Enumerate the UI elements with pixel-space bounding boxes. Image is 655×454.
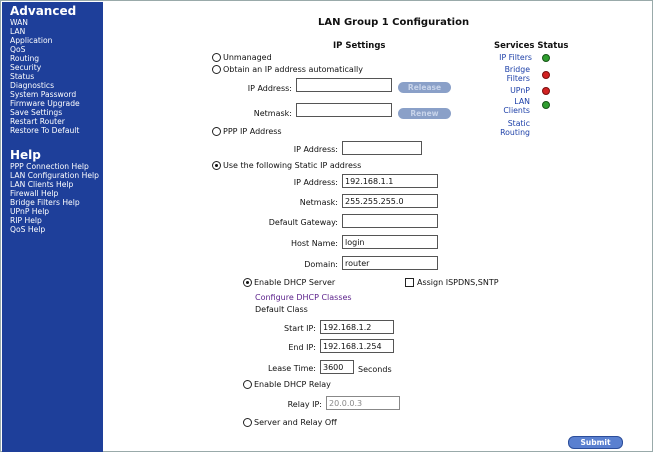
lease-time-input[interactable] xyxy=(320,360,354,374)
ip-settings-heading: IP Settings xyxy=(333,41,386,51)
relay-ip-label: Relay IP: xyxy=(287,400,322,409)
ip-filters-status-icon xyxy=(542,54,550,62)
auto-netmask-label: Netmask: xyxy=(253,109,292,118)
sidebar-item-wan[interactable]: WAN xyxy=(10,18,28,27)
sidebar-item-ppp-help[interactable]: PPP Connection Help xyxy=(10,162,89,171)
sidebar-item-rip-help[interactable]: RIP Help xyxy=(10,216,42,225)
host-name-input[interactable] xyxy=(342,235,438,249)
enable-dhcp-server-radio[interactable] xyxy=(243,278,252,287)
seconds-label: Seconds xyxy=(358,365,392,374)
sidebar-item-system-password[interactable]: System Password xyxy=(10,90,77,99)
configure-dhcp-classes-link[interactable]: Configure DHCP Classes xyxy=(255,293,352,302)
end-ip-label: End IP: xyxy=(288,343,316,352)
ppp-ip-label: PPP IP Address xyxy=(223,127,282,136)
obtain-auto-radio[interactable] xyxy=(212,65,221,74)
end-ip-input[interactable] xyxy=(320,339,394,353)
services-status-heading: Services Status xyxy=(494,41,569,51)
advanced-heading: Advanced xyxy=(10,4,77,18)
static-ip-input[interactable] xyxy=(342,174,438,188)
sidebar-item-application[interactable]: Application xyxy=(10,36,53,45)
service-static-routing-link[interactable]: Static Routing xyxy=(500,119,530,137)
option-ppp-ip[interactable] xyxy=(212,127,282,136)
default-class-label: Default Class xyxy=(255,305,308,314)
option-enable-dhcp-server[interactable] xyxy=(243,278,335,287)
auto-ip-label: IP Address: xyxy=(247,84,292,93)
sidebar-item-diagnostics[interactable]: Diagnostics xyxy=(10,81,55,90)
assign-ispdns-option[interactable] xyxy=(405,278,499,287)
sidebar-item-restart-router[interactable]: Restart Router xyxy=(10,117,65,126)
renew-button[interactable]: Renew xyxy=(398,108,451,119)
sidebar-item-routing[interactable]: Routing xyxy=(10,54,40,63)
help-menu xyxy=(10,162,103,234)
sidebar xyxy=(2,2,103,452)
sidebar-item-firmware-upgrade[interactable]: Firmware Upgrade xyxy=(10,99,80,108)
enable-dhcp-relay-label: Enable DHCP Relay xyxy=(254,380,331,389)
option-unmanaged[interactable] xyxy=(212,53,272,62)
domain-input[interactable] xyxy=(342,256,438,270)
upnp-status-icon xyxy=(542,87,550,95)
ppp-ip-radio[interactable] xyxy=(212,127,221,136)
static-ip-label: Use the following Static IP address xyxy=(223,161,362,170)
sidebar-item-qos-help[interactable]: QoS Help xyxy=(10,225,46,234)
sidebar-item-security[interactable]: Security xyxy=(10,63,42,72)
sidebar-item-lan-clients-help[interactable]: LAN Clients Help xyxy=(10,180,74,189)
domain-label: Domain: xyxy=(304,260,338,269)
ppp-ip-address-label: IP Address: xyxy=(293,145,338,154)
server-relay-off-radio[interactable] xyxy=(243,418,252,427)
static-ip-address-label: IP Address: xyxy=(293,178,338,187)
enable-dhcp-server-label: Enable DHCP Server xyxy=(254,278,336,287)
sidebar-item-bridge-filters-help[interactable]: Bridge Filters Help xyxy=(10,198,80,207)
unmanaged-label: Unmanaged xyxy=(223,53,272,62)
service-ip-filters-link[interactable]: IP Filters xyxy=(499,53,532,62)
sidebar-item-save-settings[interactable]: Save Settings xyxy=(10,108,63,117)
sidebar-item-upnp-help[interactable]: UPnP Help xyxy=(10,207,50,216)
advanced-menu xyxy=(10,18,103,135)
sidebar-item-status[interactable]: Status xyxy=(10,72,35,81)
option-server-relay-off[interactable] xyxy=(243,418,337,427)
static-ip-radio[interactable] xyxy=(212,161,221,170)
server-relay-off-label: Server and Relay Off xyxy=(254,418,337,427)
sidebar-item-qos[interactable]: QoS xyxy=(10,45,26,54)
main-content xyxy=(104,0,653,452)
assign-ispdns-label: Assign ISPDNS,SNTP xyxy=(417,278,499,287)
option-enable-dhcp-relay[interactable] xyxy=(243,380,331,389)
sidebar-item-restore-default[interactable]: Restore To Default xyxy=(10,126,80,135)
static-netmask-input[interactable] xyxy=(342,194,438,208)
lan-clients-status-icon xyxy=(542,101,550,109)
bridge-filters-status-icon xyxy=(542,71,550,79)
default-gateway-label: Default Gateway: xyxy=(268,218,338,227)
service-upnp-link[interactable]: UPnP xyxy=(510,86,530,95)
enable-dhcp-relay-radio[interactable] xyxy=(243,380,252,389)
release-button[interactable]: Release xyxy=(398,82,451,93)
sidebar-item-lan-config-help[interactable]: LAN Configuration Help xyxy=(10,171,99,180)
help-heading: Help xyxy=(10,148,41,162)
service-lan-clients-link[interactable]: LAN Clients xyxy=(503,97,530,115)
relay-ip-input[interactable] xyxy=(326,396,400,410)
submit-button[interactable]: Submit xyxy=(568,436,623,449)
option-static-ip[interactable] xyxy=(212,161,361,170)
host-name-label: Host Name: xyxy=(290,239,338,248)
assign-ispdns-checkbox[interactable] xyxy=(405,278,414,287)
unmanaged-radio[interactable] xyxy=(212,53,221,62)
auto-ip-input[interactable] xyxy=(296,78,392,92)
auto-netmask-input[interactable] xyxy=(296,103,392,117)
start-ip-label: Start IP: xyxy=(284,324,316,333)
option-obtain-auto[interactable] xyxy=(212,65,363,74)
static-netmask-label: Netmask: xyxy=(299,198,338,207)
lease-time-label: Lease Time: xyxy=(267,364,316,373)
sidebar-item-firewall-help[interactable]: Firewall Help xyxy=(10,189,59,198)
ppp-ip-input[interactable] xyxy=(342,141,422,155)
sidebar-item-lan[interactable]: LAN xyxy=(10,27,26,36)
service-bridge-filters-link[interactable]: Bridge Filters xyxy=(504,65,530,83)
page-title: LAN Group 1 Configuration xyxy=(318,17,470,28)
default-gateway-input[interactable] xyxy=(342,214,438,228)
obtain-auto-label: Obtain an IP address automatically xyxy=(223,65,364,74)
start-ip-input[interactable] xyxy=(320,320,394,334)
